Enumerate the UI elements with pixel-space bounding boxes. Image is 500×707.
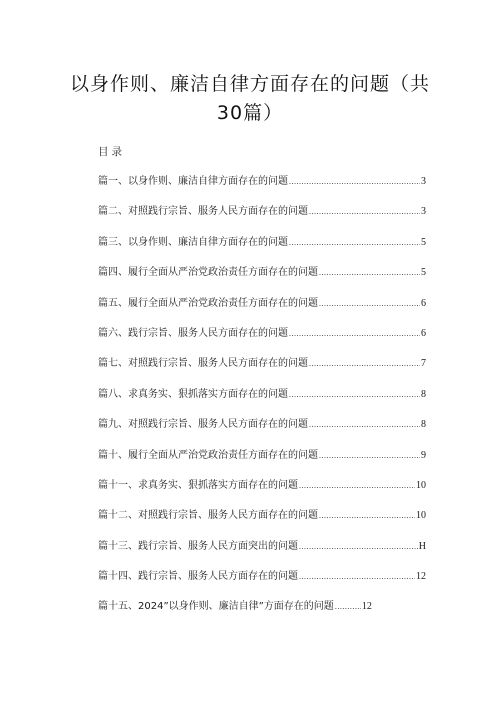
toc-leader-dots [319, 511, 415, 520]
toc-entry-page-number: 3 [421, 176, 426, 187]
toc-entry[interactable] [98, 172, 426, 202]
toc-entry[interactable] [98, 233, 426, 263]
toc-entry[interactable] [98, 476, 426, 506]
toc-leader-dots [289, 177, 420, 186]
toc-leader-dots [289, 390, 420, 399]
toc-entry[interactable] [98, 567, 426, 597]
toc-entry-page-number: 12 [361, 601, 372, 613]
toc-entry[interactable] [98, 354, 426, 384]
toc-entry[interactable] [98, 415, 426, 445]
toc-entry-page-number: 6 [421, 297, 426, 309]
toc-entry-page-number: 8 [421, 419, 426, 431]
toc-entry-page-number: 5 [421, 236, 426, 248]
toc-entry[interactable] [98, 597, 426, 627]
toc-entry-title: 篇十二、对照践行宗旨、服务人民方面存在的问题 [98, 510, 318, 522]
toc-entry[interactable] [98, 385, 426, 415]
toc-entry-title: 篇二、对照践行宗旨、服务人民方面存在的问题 [98, 206, 308, 218]
toc-entry[interactable] [98, 446, 426, 476]
toc-entry-title: 篇七、对照践行宗旨、服务人民方面存在的问题 [98, 358, 308, 370]
toc-entry-title: 篇十三、践行宗旨、服务人民方面突出的问题 [98, 540, 298, 552]
toc-leader-dots [289, 329, 420, 338]
toc-entry[interactable] [98, 294, 426, 324]
toc-leader-dots [309, 207, 420, 216]
toc-entry-title: 篇三、以身作则、廉洁自律方面存在的问题 [98, 236, 288, 248]
toc-entry-page-number: 3 [421, 206, 426, 218]
toc-entry-page-number: 12 [416, 571, 426, 583]
document-title: 以身作则、廉洁自律方面存在的问题（共30篇） [69, 73, 430, 124]
toc-leader-dots [335, 602, 361, 611]
table-of-contents [98, 172, 426, 628]
toc-leader-dots [309, 359, 420, 368]
toc-entry[interactable] [98, 263, 426, 293]
toc-entry-page-number: 8 [421, 388, 426, 400]
toc-entry-page-number: 5 [421, 267, 426, 279]
toc-leader-dots [299, 542, 418, 551]
toc-entry-title: 篇八、求真务实、狠抓落实方面存在的问题 [98, 388, 288, 400]
toc-leader-dots [319, 299, 420, 308]
toc-entry-title: 篇十四、践行宗旨、服务人民方面存在的问题 [98, 571, 298, 583]
toc-leader-dots [319, 451, 420, 460]
toc-entry[interactable] [98, 324, 426, 354]
toc-entry-page-number: 6 [421, 327, 426, 339]
toc-leader-dots [299, 572, 415, 581]
toc-leader-dots [299, 481, 415, 490]
toc-heading: 目录 [98, 146, 125, 158]
toc-entry-title: 篇九、对照践行宗旨、服务人民方面存在的问题 [98, 419, 308, 431]
toc-entry[interactable] [98, 202, 426, 232]
toc-entry-title: 篇十一、求真务实、狠抓落实方面存在的问题 [98, 479, 298, 491]
toc-entry-title: 篇四、履行全面从严治党政治责任方面存在的问题 [98, 267, 318, 279]
toc-leader-dots [319, 268, 420, 277]
toc-entry-page-number: 10 [416, 479, 426, 491]
toc-entry-title: 篇一、以身作则、廉洁自律方面存在的问题 [98, 176, 288, 187]
toc-entry-title: 篇五、履行全面从严治党政治责任方面存在的问题 [98, 297, 318, 309]
toc-entry-title: 篇十、履行全面从严治党政治责任方面存在的问题 [98, 449, 318, 461]
toc-entry-page-number: H [418, 540, 426, 552]
toc-leader-dots [309, 420, 420, 429]
toc-entry[interactable] [98, 506, 426, 536]
toc-leader-dots [289, 238, 420, 247]
toc-entry-page-number: 7 [421, 358, 426, 370]
toc-entry[interactable] [98, 537, 426, 567]
toc-entry-page-number: 10 [416, 510, 426, 522]
toc-entry-page-number: 9 [421, 449, 426, 461]
toc-entry-title: 篇六、践行宗旨、服务人民方面存在的问题 [98, 327, 288, 339]
toc-entry-title: 篇十五、2024”以身作则、廉洁自律”方面存在的问题 [98, 601, 334, 613]
